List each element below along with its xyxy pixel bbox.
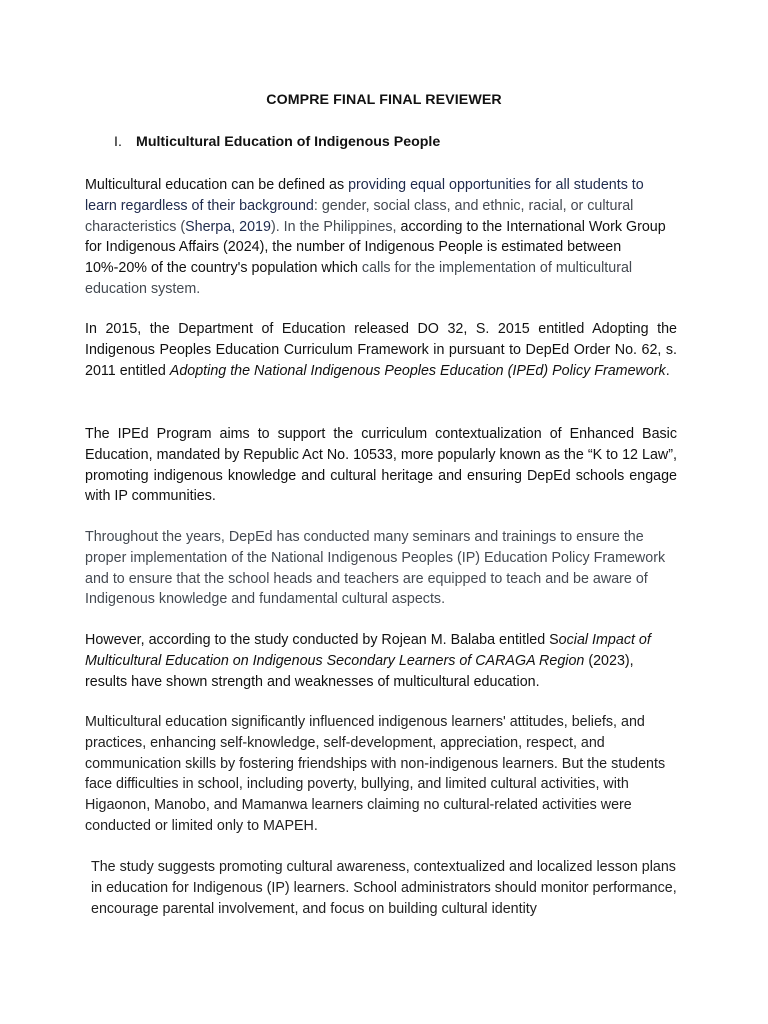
p5-study-title: ocial Impact of Multicultural Education on Indigenous Secondary Learners of CARAGA Region	[85, 632, 651, 669]
paragraph-iped-program: The IPEd Program aims to support the curriculum contextualization of Enhanced Basic Education, mandated by Republic Act No. 10533, more popularly known as the “K to 12 Law”, promoting indigenous knowledge and cultural heritage and ensuring DepEd schools engage with IP communities.	[85, 426, 677, 505]
p1-text-a: Multicultural education can be defined as	[85, 177, 349, 193]
p1-text-c: : gender, social class, and ethnic, racial, or cultural characteristics (	[85, 197, 634, 235]
paragraph-findings: Multicultural education significantly influenced indigenous learners' attitudes, beliefs, and practices, enhancing self-knowledge, self-development, appreciation, respect, and communication skills by fostering friendships with non-indigenous learners. But the students face difficulties in school, including poverty, bullying, and limited cultural activities, with Higaonon, Manobo, and Mamanwa learners claiming no cultural-related activities were conducted or limited only to MAPEH.	[85, 714, 666, 834]
p5-text-d: results have shown strength and weaknesses of multicultural education.	[85, 673, 540, 690]
paragraph-seminars: Throughout the years, DepEd has conducted many seminars and trainings to ensure the proper implementation of the National Indigenous Peoples (IP) Education Policy Framework and to ensure that the school heads and teachers are equipped to teach and be aware of Indigenous knowledge and fundamental cultural aspects.	[85, 529, 666, 608]
section-heading	[114, 134, 440, 150]
p5-text-a: However, according to the study conducted by Rojean M. Balaba entitled S	[85, 632, 559, 648]
p1-citation: Sherpa, 2019	[185, 218, 271, 235]
paragraph-suggestions: The study suggests promoting cultural awareness, contextualized and localized lesson plans in education for Indigenous (IP) learners. School administrators should monitor performance, encourage parental involvement, and focus on building cultural identity	[91, 859, 677, 917]
p5-year: (2023),	[584, 652, 634, 669]
p2-text-c: .	[665, 362, 670, 379]
paragraph-study	[85, 630, 677, 692]
p1-text-f: according to the International Work Group for Indigenous Affairs (2024), the number of Indigenous People is estimated between 10%-20% of the country's population which	[85, 218, 666, 277]
section-number: I.	[114, 134, 122, 150]
paragraph-deped-order	[85, 319, 677, 381]
paragraph-definition	[85, 175, 677, 300]
section-heading-text: Multicultural Education of Indigenous People	[136, 134, 441, 150]
p2-policy-title: Adopting the National Indigenous Peoples Education (IPEd) Policy Framework	[169, 362, 666, 379]
p1-text-g: calls for the implementation of multicultural education system.	[85, 260, 633, 297]
p1-text-b: providing equal opportunities for all students to learn regardless of their background	[85, 177, 644, 214]
p2-text-a: In 2015, the Department of Education released DO 32, S. 2015 entitled Adopting the Indigenous Peoples Education Curriculum Framework in pursuant to DepEd Order No. 62, s. 2011 entitled	[85, 321, 677, 379]
document-title: COMPRE FINAL FINAL REVIEWER	[266, 92, 502, 108]
p1-text-e: ). In the Philippines,	[270, 218, 401, 235]
